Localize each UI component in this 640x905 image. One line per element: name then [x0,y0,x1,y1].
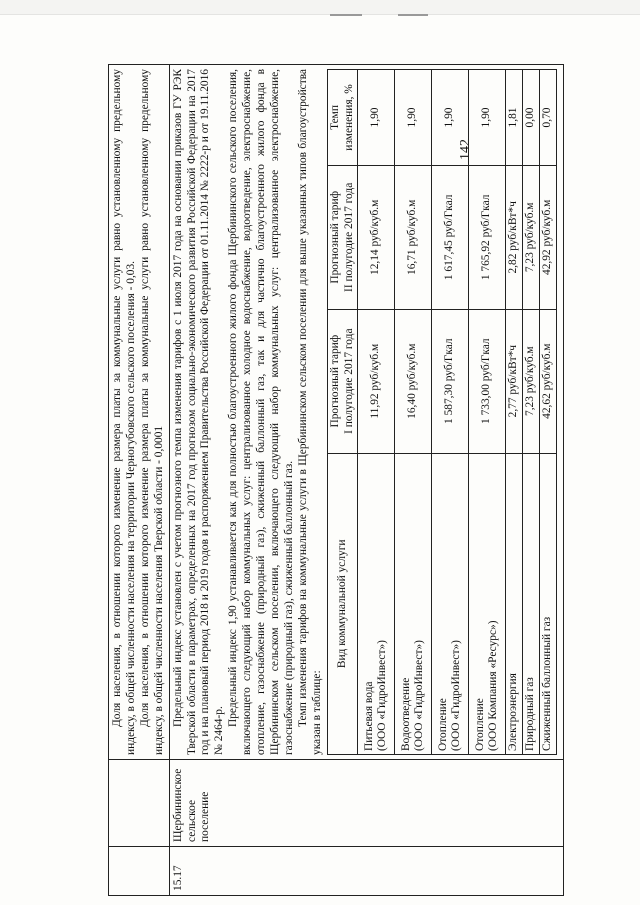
settlement-name: Щербининское сельское поселение [169,760,564,847]
tariff-h1: 11,92 руб/куб.м [358,309,395,453]
tariff-h2: 7,23 руб/куб.м [523,165,540,309]
scan-mark [398,14,428,16]
tariff-h2: 2,82 руб/кВт*ч [506,165,523,309]
tariff-h1: 2,77 руб/кВт*ч [506,309,523,453]
spacer [557,69,561,755]
rate-intro-paragraph: Темп изменения тарифов на коммунальные услуги в Щербининском сельском поселении для выше указанных типов благоустройства указан в таблице: [296,69,323,755]
tariff-h2: 1 765,92 руб/Гкал [469,165,506,309]
table-row [506,70,523,755]
table-row-continuation [109,65,170,896]
table-row-settlement [169,65,564,896]
service-name: Сжиженный баллонный газ [540,453,557,754]
tariff-h1: 16,40 руб/куб.м [395,309,432,453]
tariff-h2: 12,14 руб/куб.м [358,165,395,309]
service-name: Электроэнергия [506,453,523,754]
header-service: Вид коммунальной услуги [327,453,358,754]
tariff-table [327,69,558,755]
scan-mark [330,14,362,16]
change-rate: 1,90 [395,70,432,166]
table-row [523,70,540,755]
service-name: Отопление (ООО Компания «Ресурс») [469,453,506,754]
change-rate: 0,70 [540,70,557,166]
tariff-h1: 42,62 руб/куб.м [540,309,557,453]
tariff-header-row [327,70,358,755]
tariff-h2: 16,71 руб/куб.м [395,165,432,309]
tariff-h1: 1 587,30 руб/Гкал [432,309,469,453]
tariff-h2: 1 617,45 руб/Гкал [432,165,469,309]
table-row [540,70,557,755]
service-name: Отопление (ООО «ГидроИнвест») [432,453,469,754]
service-name: Природный газ [523,453,540,754]
row-number: 15.17 [169,847,564,896]
change-rate: 1,90 [469,70,506,166]
population-share-region: Доля населения, в отношении которого изменение размера платы за коммунальные услуги равно установленному предельному индексу, в общей численности населения Тверской области - 0,0001 [138,69,165,755]
table-row [469,70,506,755]
row-number-cell-empty [109,847,170,896]
table-row [432,70,469,755]
continuation-text-cell [109,65,170,760]
header-tariff-h2: Прогнозный тариф II полугодие 2017 года [327,165,358,309]
header-tariff-h1: Прогнозный тариф I полугодие 2017 года [327,309,358,453]
tariff-h2: 42,92 руб/куб.м [540,165,557,309]
row-name-cell-empty [109,760,170,847]
index-basis-paragraph: Предельный индекс установлен с учетом прогнозного темпа изменения тарифов с 1 июля 2017 года на основании приказов ГУ РЭК Тверской области в параметрах, определенных на 2017 год прогнозом социально-экономического развития Российской Федерации на 2017 год и на плановый период 2018 и 2019 годов и распоряжением Правительства Российской Федерации от 01.11.2014 № 2222-р и от 19.11.2016 № 2464-р. [171,69,226,755]
change-rate: 1,81 [506,70,523,166]
change-rate: 1,90 [358,70,395,166]
tariff-h1: 7,23 руб/куб.м [523,309,540,453]
population-share-local: Доля населения, в отношении которого изменение размера платы за коммунальные услуги равно установленному предельному индексу, в общей численности населения на территории Черногубовского сельского поселения - 0,03. [111,69,137,755]
table-row [358,70,395,755]
tariff-h1: 1 733,00 руб/Гкал [469,309,506,453]
service-name: Питьевая вода (ООО «ГидроИнвест») [358,453,395,754]
table-row [395,70,432,755]
document-table [108,64,564,896]
service-name: Водоотведение (ООО «ГидроИнвест») [395,453,432,754]
index-scope-paragraph: Предельный индекс 1,90 устанавливается как для полностью благоустроенного жилого фонда Щербининского сельского поселения, включающего следующий набор коммунальных услуг: централизованное холодное водоснабжение, водоотведение, электроснабжение, отопление, газоснабжение (природный газ), сжиженный баллонный газ, так и для частично благоустроенного жилого фонда в Щербининском сельском поселении, включающего следующий набор коммунальных услуг: централизованное электроснабжение, газоснабжение (природный газ), сжиженный баллонный газ. [227,69,295,755]
scan-edge [0,0,640,15]
change-rate: 0,00 [523,70,540,166]
header-rate: Темп изменения, % [327,70,358,166]
settlement-description-cell [169,65,564,760]
change-rate: 1,90 [432,70,469,166]
rotated-page-content [108,64,554,896]
page-number: 142 [458,139,473,160]
